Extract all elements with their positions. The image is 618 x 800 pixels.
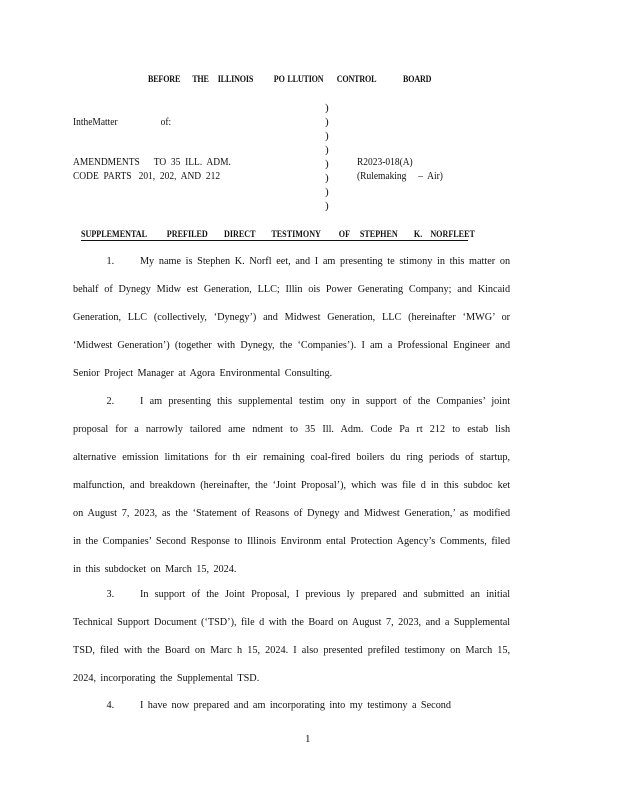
title-word: ILLINOIS bbox=[217, 75, 254, 85]
caption-paren: ) bbox=[325, 158, 329, 170]
paragraph-1 bbox=[73, 247, 510, 387]
docket-number: R2023-018(A) bbox=[357, 156, 413, 168]
title-word: BOARD bbox=[403, 75, 432, 85]
document-title bbox=[148, 75, 431, 85]
matter-of: of: bbox=[160, 116, 172, 128]
caption-paren: ) bbox=[325, 116, 329, 128]
paragraph-number: 4. bbox=[106, 699, 115, 711]
caption-parentheses bbox=[325, 101, 329, 213]
caption-paren: ) bbox=[325, 186, 329, 198]
paragraph-number: 3. bbox=[106, 588, 115, 600]
title-word: LLUTION bbox=[287, 75, 324, 85]
matter-caption bbox=[73, 116, 171, 128]
paragraph-text: I am presenting this supplemental testim ony in support of the Companies’ joint proposal for a narrowly tailored ame ndment to 35 Ill. Adm. Code Pa rt 212 to estab lish alternative emission limitations for th eir remaining coal-fired boilers du ring periods of startup, malfunction, and breakdown (hereinafter, the ‘Joint Proposal’), which was file d in this subdoc ket on August 7, 2023, as the ‘Statement of Reasons of Dynegy and Midwest Generation,’ as modified in the Companies’ Second Response to Illinois Environm ental Protection Agency’s Comments, filed in this subdocket on March 15, 2024. bbox=[73, 395, 511, 575]
caption-paren: ) bbox=[325, 130, 329, 142]
title-word: CONTROL bbox=[336, 75, 377, 85]
amendments-line-2: CODE PARTS 201, 202, AND 212 bbox=[73, 170, 221, 182]
paragraph-3 bbox=[73, 580, 510, 692]
testimony-heading: SUPPLEMENTAL PREFILED DIRECT TESTIMONY OF STEPHEN K. NORFLEET bbox=[81, 229, 475, 239]
title-word: BEFORE bbox=[148, 75, 181, 85]
amendments-line-1: AMENDMENTS TO 35 ILL. ADM. bbox=[73, 156, 231, 168]
paragraph-4 bbox=[73, 691, 510, 719]
matter-label: IntheMatter bbox=[73, 116, 118, 128]
paragraph-text: In support of the Joint Proposal, I previous ly prepared and submitted an initial Technical Support Document (‘TSD’), file d with the Board on August 7, 2023, and a Supplemental TSD, filed with the Board on Marc h 15, 2024. I also presented prefiled testimony on March 15, 2024, incorporating the Supplemental TSD. bbox=[73, 588, 511, 684]
caption-paren: ) bbox=[325, 144, 329, 156]
paragraph-2 bbox=[73, 387, 510, 583]
paragraph-text: I have now prepared and am incorporating into my testimony a Second bbox=[139, 699, 452, 711]
page-number: 1 bbox=[305, 733, 311, 745]
docket-type: (Rulemaking – Air) bbox=[357, 170, 443, 182]
paragraph-number: 2. bbox=[106, 395, 115, 407]
title-word: THE bbox=[192, 75, 209, 85]
paragraph-text: My name is Stephen K. Norfl eet, and I am presenting te stimony in this matter on behalf of Dynegy Midw est Generation, LLC; Illin ois Power Generating Company; and Kincaid Generation, LLC (collectively, ‘Dynegy’) and Midwest Generation, LLC (hereinafter ‘MWG’ or ‘Midwest Generation’) (together with Dynegy, the ‘Companies’). I am a Professional Engineer and Senior Project Manager at Agora Environmental Consulting. bbox=[73, 255, 511, 379]
paragraph-number: 1. bbox=[106, 255, 115, 267]
caption-paren: ) bbox=[325, 172, 329, 184]
title-word: PO bbox=[273, 75, 285, 85]
caption-paren: ) bbox=[325, 200, 329, 212]
caption-paren: ) bbox=[325, 102, 329, 114]
